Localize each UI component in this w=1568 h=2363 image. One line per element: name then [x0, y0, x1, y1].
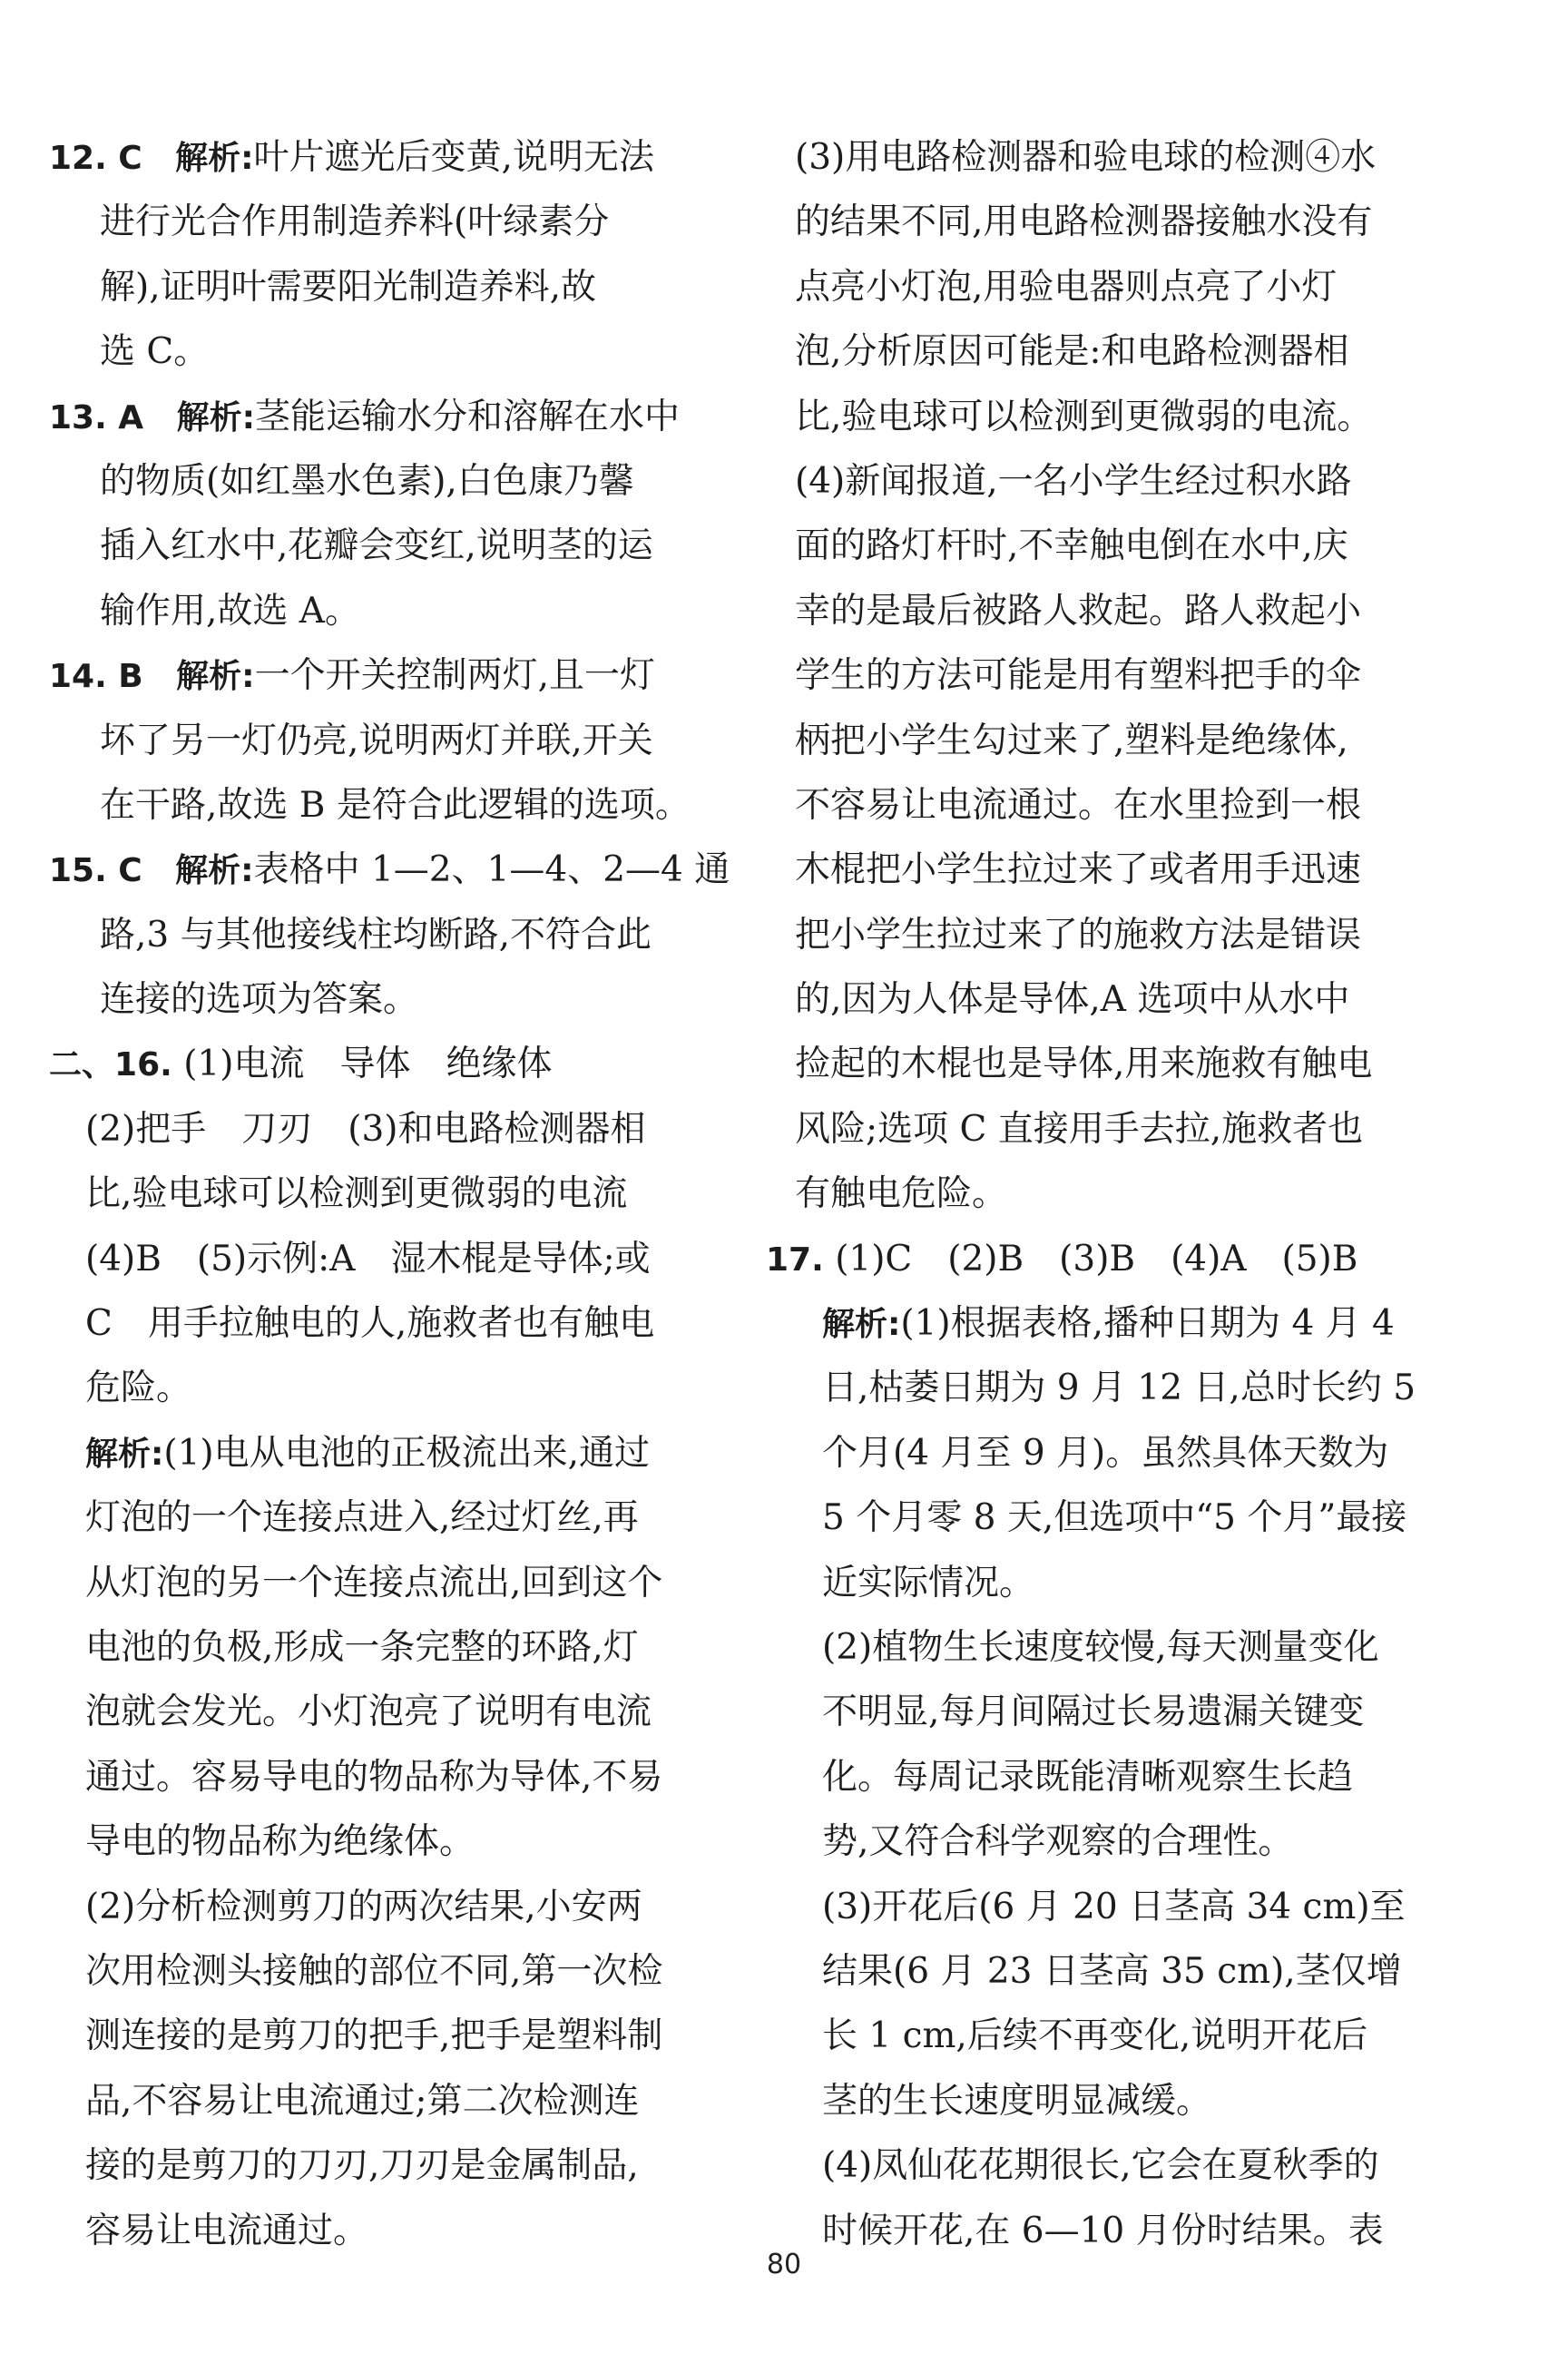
q13-line-1 [49, 385, 702, 449]
q17-analysis-line: (4)凤仙花花期很长,它会在夏秋季的 [822, 2145, 1379, 2187]
q16-answer-line: 比,验电球可以检测到更微弱的电流 [85, 1173, 628, 1215]
q16-analysis-line: 容易让电流通过。 [85, 2210, 369, 2251]
q13-analysis-label: 解析: [176, 398, 255, 436]
section-marker: 二、 [49, 1046, 115, 1084]
q16-analysis-line: 从灯泡的另一个连接点流出,回到这个 [85, 1562, 663, 1603]
q16-analysis-line: 通过。容易导电的物品称为导体,不易 [85, 1756, 663, 1798]
q15-line: 连接的选项为答案。 [100, 979, 419, 1021]
q13-text: 茎能运输水分和溶解在水中 [254, 396, 680, 437]
q13-number: 13. A [49, 398, 144, 436]
q17-analysis-line: 5 个月零 8 天,但选项中“5 个月”最接 [822, 1497, 1407, 1539]
q12-line: 解),证明叶需要阳光制造养料,故 [100, 266, 597, 308]
q15-line: 路,3 与其他接线柱均断路,不符合此 [100, 914, 652, 956]
q17-analysis-line: 势,又符合科学观察的合理性。 [822, 1821, 1294, 1863]
q16-cont-line: (3)用电路检测器和验电球的检测④水 [795, 137, 1377, 178]
q16-cont-line: 柄把小学生勾过来了,塑料是绝缘体, [795, 720, 1348, 761]
q17-number: 17. [766, 1240, 824, 1279]
q17-analysis-line: 结果(6 月 23 日茎高 35 cm),茎仅增 [822, 1950, 1402, 1992]
q12-line: 进行光合作用制造养料(叶绿素分 [100, 201, 610, 243]
q16-analysis-label: 解析: [85, 1435, 164, 1473]
left-column [49, 125, 730, 2263]
q16-cont-line: 把小学生拉过来了的施救方法是错误 [795, 914, 1362, 956]
q17-analysis-line: 长 1 cm,后续不再变化,说明开花后 [822, 2015, 1368, 2057]
q17-analysis-line: (3)开花后(6 月 20 日茎高 34 cm)至 [822, 1886, 1406, 1927]
q14-number: 14. B [49, 658, 143, 696]
q17-analysis-line: 不明显,每月间隔过长易遗漏关键变 [822, 1691, 1365, 1733]
q13-line: 插入红水中,花瓣会变红,说明茎的运 [100, 525, 653, 567]
q14-line: 坏了另一灯仍亮,说明两灯并联,开关 [100, 720, 653, 761]
q16-cont-line: 风险;选项 C 直接用手去拉,施救者也 [795, 1108, 1364, 1150]
q12-text: 叶片遮光后变黄,说明无法 [253, 137, 654, 178]
q14-text: 一个开关控制两灯,且一灯 [254, 655, 655, 697]
q16-cont-line: 幸的是最后被路人救起。路人救起小 [795, 590, 1362, 632]
q16-analysis-line: 测连接的是剪刀的把手,把手是塑料制 [85, 2015, 663, 2057]
q17-analysis-line-1 [795, 1291, 1448, 1356]
q16-cont-line: 有触电危险。 [795, 1173, 1008, 1215]
q13-line: 的物质(如红墨水色素),白色康乃馨 [100, 460, 634, 502]
q17-answer: (1)C (2)B (3)B (4)A (5)B [835, 1238, 1358, 1280]
q12-line: 选 C。 [100, 331, 210, 373]
q16-cont-line: 木棍把小学生拉过来了或者用手迅速 [795, 849, 1362, 891]
q16-cont-line: 不容易让电流通过。在水里捡到一根 [795, 784, 1362, 826]
q13-line: 输作用,故选 A。 [100, 590, 360, 632]
q17-analysis-line: 化。每周记录既能清晰观察生长趋 [822, 1756, 1354, 1798]
q15-number: 15. C [49, 852, 142, 890]
q16-answer-1: (1)电流 导体 绝缘体 [183, 1044, 553, 1085]
q16-analysis-text: (1)电从电池的正极流出来,通过 [163, 1432, 651, 1474]
q17-analysis-line: 个月(4 月至 9 月)。虽然具体天数为 [822, 1432, 1389, 1474]
q16-answer-line: C 用手拉触电的人,施救者也有触电 [85, 1303, 655, 1345]
q12-number: 12. C [49, 140, 142, 177]
q16-cont-line: 比,验电球可以检测到更微弱的电流。 [795, 396, 1373, 437]
q17-analysis-line: 近实际情况。 [822, 1562, 1035, 1603]
q16-cont-line: 的,因为人体是导体,A 选项中从水中 [795, 979, 1350, 1021]
q14-line: 在干路,故选 B 是符合此逻辑的选项。 [100, 784, 691, 826]
q17-analysis-label: 解析: [822, 1306, 901, 1344]
q16-number: 16. [114, 1046, 172, 1084]
q15-text: 表格中 1—2、1—4、2—4 通 [253, 849, 730, 891]
q16-answer-line: (4)B (5)示例:A 湿木棍是导体;或 [85, 1238, 651, 1280]
q16-cont-line: 泡,分析原因可能是:和电路检测器相 [795, 331, 1349, 373]
q15-line-1 [49, 838, 730, 902]
q16-cont-line: 的结果不同,用电路检测器接触水没有 [795, 201, 1373, 243]
q15-analysis-label: 解析: [175, 852, 254, 890]
q16-analysis-line: 电池的负极,形成一条完整的环路,灯 [85, 1626, 639, 1668]
q17-analysis-text: (1)根据表格,播种日期为 4 月 4 [900, 1303, 1395, 1345]
q16-answer-line: (2)把手 刀刃 (3)和电路检测器相 [85, 1108, 646, 1150]
q16-analysis-line: 品,不容易让电流通过;第二次检测连 [85, 2080, 640, 2122]
q14-analysis-label: 解析: [176, 658, 255, 696]
q16-cont-line: 点亮小灯泡,用验电器则点亮了小灯 [795, 266, 1338, 308]
q16-analysis-line: 泡就会发光。小灯泡亮了说明有电流 [85, 1691, 652, 1733]
right-column [766, 125, 1448, 2263]
q16-analysis-line: (2)分析检测剪刀的两次结果,小安两 [85, 1886, 642, 1927]
q16-analysis-line: 导电的物品称为绝缘体。 [85, 1821, 475, 1863]
q16-cont-line: 学生的方法可能是用有塑料把手的伞 [795, 655, 1362, 697]
q17-analysis-line: 日,枯萎日期为 9 月 12 日,总时长约 5 [822, 1368, 1416, 1409]
q17-line-1 [766, 1227, 1448, 1291]
page-number: 80 [766, 2249, 802, 2280]
q16-analysis-line-1 [49, 1421, 702, 1485]
q16-cont-line: 捡起的木棍也是导体,用来施救有触电 [795, 1044, 1373, 1085]
q16-analysis-line: 次用检测头接触的部位不同,第一次检 [85, 1950, 663, 1992]
q12-analysis-label: 解析: [175, 140, 254, 177]
q17-analysis-line: 时候开花,在 6—10 月份时结果。表 [822, 2210, 1384, 2251]
q16-line-1 [49, 1032, 702, 1096]
q16-answer-line: 危险。 [85, 1368, 192, 1409]
q16-cont-line: 面的路灯杆时,不幸触电倒在水中,庆 [795, 525, 1348, 567]
q16-analysis-line: 灯泡的一个连接点进入,经过灯丝,再 [85, 1497, 639, 1539]
q17-analysis-line: (2)植物生长速度较慢,每天测量变化 [822, 1626, 1379, 1668]
q14-line-1 [49, 643, 702, 708]
q12-line-1 [49, 125, 702, 190]
q16-analysis-line: 接的是剪刀的刀刃,刀刃是金属制品, [85, 2145, 639, 2187]
q16-cont-line: (4)新闻报道,一名小学生经过积水路 [795, 460, 1352, 502]
q17-analysis-line: 茎的生长速度明显减缓。 [822, 2080, 1212, 2122]
